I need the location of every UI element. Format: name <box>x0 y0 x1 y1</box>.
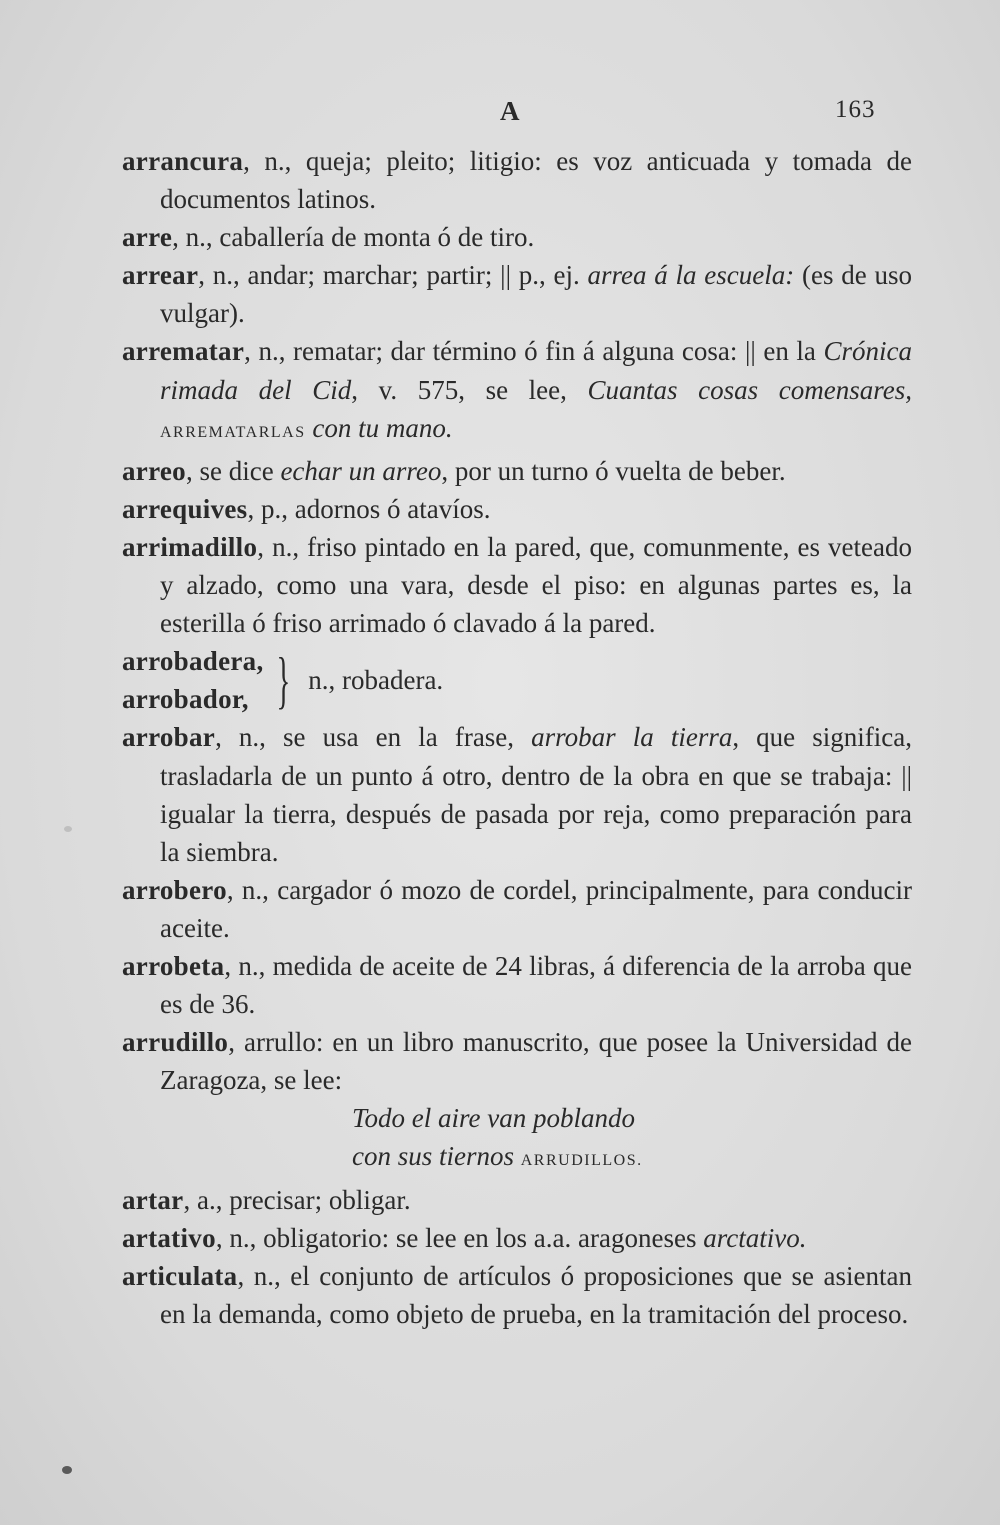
example: echar un arreo <box>280 455 442 486</box>
headword: arrear <box>122 260 199 291</box>
definition: n., robadera. <box>308 665 444 696</box>
definition: , n., cargador ó mozo de cordel, principalmente, para conducir aceite. <box>160 874 912 943</box>
ink-spot <box>62 1466 72 1474</box>
grouped-headwords <box>122 642 264 718</box>
entry-articulata <box>122 1257 912 1333</box>
entry-arrematar <box>122 332 912 451</box>
entry-arrancura <box>122 142 912 218</box>
example: arrea á la escuela: <box>587 260 795 291</box>
entry-arrudillo <box>122 1023 912 1099</box>
entry-arre <box>122 218 912 256</box>
headword: articulata <box>122 1260 238 1291</box>
headword: arrobar <box>122 722 216 753</box>
definition: , se dice <box>185 455 281 486</box>
definition: , p., adornos ó atavíos. <box>247 493 491 524</box>
variant-form: arctativo. <box>703 1222 807 1253</box>
definition: (es de uso vulgar). <box>160 260 912 329</box>
headword: arrudillo <box>122 1027 229 1058</box>
definition: , n., se usa en la frase, <box>215 722 532 753</box>
headword: arrequives <box>122 493 248 524</box>
definition: , n., caballería de monta ó de tiro. <box>172 222 535 253</box>
definition: , n., rematar; dar término ó fin á alguna cosa: || en la <box>244 336 824 367</box>
entry-artar <box>122 1181 912 1219</box>
entry-arreo <box>122 452 912 490</box>
entry-artativo <box>122 1219 912 1257</box>
work-title: Crónica rimada del Cid <box>160 336 912 405</box>
headword: arre <box>122 222 173 253</box>
definition: , que significa, trasladarla de un punto á otro, dentro de la obra en que se trabaja: || igualar la tierra, después de pasada por reja, como preparación para la siembra. <box>160 722 912 867</box>
headword: arrematar <box>122 336 245 367</box>
entry-arrequives <box>122 490 912 528</box>
section-letter: A <box>500 96 520 126</box>
definition: , v. 575, se lee, <box>351 374 588 405</box>
quotation: Cuantas cosas comensares, <box>587 374 912 405</box>
headword: artativo <box>122 1222 216 1253</box>
entry-arrobero <box>122 871 912 947</box>
definition: , n., andar; marchar; partir; || p., ej. <box>198 260 588 291</box>
example: arrobar la tierra <box>531 722 733 753</box>
headword: arrimadillo <box>122 531 258 562</box>
definition: , n., medida de aceite de 24 libras, á diferencia de la arroba que es de 36. <box>160 950 912 1020</box>
verse-text: con sus tiernos <box>352 1141 514 1172</box>
entry-arrobar <box>122 718 912 870</box>
verse-line <box>122 1137 912 1180</box>
headword: arrobadera, <box>122 646 264 677</box>
brace-bracket: } <box>275 644 290 716</box>
headword: arrancura <box>122 146 244 176</box>
entry-arrobeta <box>122 947 912 1023</box>
headword: arreo <box>122 455 186 486</box>
paper-blemish <box>64 826 72 832</box>
entry-arrobadera <box>122 642 912 718</box>
quoted-headword: ARRUDILLOS. <box>520 1152 643 1170</box>
quoted-headword: ARREMATARLAS <box>160 423 306 441</box>
quotation: con tu mano. <box>312 412 453 443</box>
definition: , a., precisar; obligar. <box>183 1184 411 1215</box>
verse-line: Todo el aire van poblando <box>352 1103 635 1134</box>
entry-arrear <box>122 256 912 332</box>
definition: , arrullo: en un libro manuscrito, que posee la Universidad de Zaragoza, se lee: <box>160 1027 912 1096</box>
page-number: 163 <box>835 96 876 123</box>
entry-arrimadillo <box>122 528 912 642</box>
definition: , n., obligatorio: se lee en los a.a. aragoneses <box>215 1222 704 1253</box>
page-header <box>0 96 1000 136</box>
headword: arrobero <box>122 874 227 905</box>
headword: arrobador, <box>122 684 249 715</box>
definition: , n., queja; pleito; litigio: es voz anticuada y tomada de documentos latinos. <box>160 146 912 215</box>
dictionary-body <box>122 142 912 1333</box>
headword: arrobeta <box>122 950 225 981</box>
definition: , n., el conjunto de artículos ó proposiciones que se asientan en la demanda, como objeto de prueba, en la tramitación del proceso. <box>160 1260 912 1329</box>
headword: artar <box>122 1184 184 1215</box>
definition: , por un turno ó vuelta de beber. <box>441 455 786 486</box>
definition: , n., friso pintado en la pared, que, comunmente, es veteado y alzado, como una vara, desde el piso: en algunas partes es, la esterilla ó friso arrimado ó clavado á la pared. <box>160 531 912 639</box>
